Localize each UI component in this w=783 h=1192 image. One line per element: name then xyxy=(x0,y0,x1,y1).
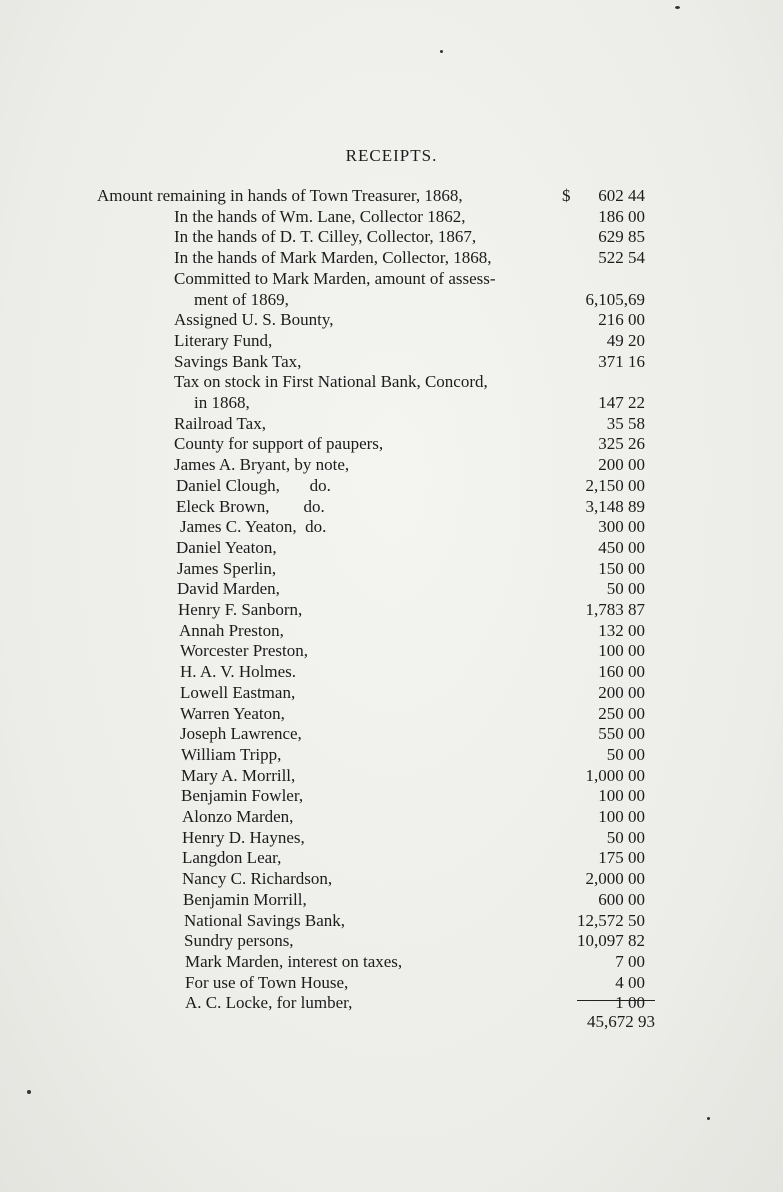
receipt-label: Lowell Eastman, xyxy=(180,683,296,702)
receipt-row xyxy=(180,682,645,704)
receipt-label: Warren Yeaton, xyxy=(180,704,285,723)
receipt-amount: 100 00 xyxy=(598,641,645,660)
receipt-row xyxy=(174,413,645,435)
receipt-amount: 3,148 89 xyxy=(585,497,645,516)
receipt-label: National Savings Bank, xyxy=(184,911,346,930)
receipt-row xyxy=(174,247,645,269)
receipt-label: A. C. Locke, for lumber, xyxy=(185,993,353,1012)
receipt-amount: 50 00 xyxy=(606,579,645,598)
receipt-row xyxy=(174,268,645,290)
receipt-amount: 450 00 xyxy=(598,538,645,557)
receipt-amount: 200 00 xyxy=(598,683,645,702)
receipt-row xyxy=(185,972,645,994)
receipt-row xyxy=(176,496,645,518)
ink-speck xyxy=(675,6,680,9)
dollar-sign: $ xyxy=(562,186,571,205)
receipt-row xyxy=(174,309,645,331)
receipt-row xyxy=(179,620,645,642)
receipt-row xyxy=(180,703,645,725)
receipt-amount: 1,783 87 xyxy=(585,600,645,619)
receipt-row xyxy=(182,827,645,849)
receipt-label: James C. Yeaton, do. xyxy=(180,517,327,536)
receipt-amount: 371 16 xyxy=(598,352,645,371)
receipt-label: Benjamin Morrill, xyxy=(183,890,307,909)
receipt-amount: 6,105,69 xyxy=(585,290,645,309)
receipt-amount: 12,572 50 xyxy=(577,911,645,930)
receipt-row xyxy=(180,516,645,538)
receipt-amount: 200 00 xyxy=(598,455,645,474)
receipt-label: Daniel Clough, do. xyxy=(176,476,331,495)
receipt-label: Langdon Lear, xyxy=(182,848,282,867)
ink-speck xyxy=(27,1090,31,1094)
receipt-label: Joseph Lawrence, xyxy=(180,724,302,743)
receipt-label: Henry D. Haynes, xyxy=(182,828,305,847)
receipt-row xyxy=(177,578,645,600)
receipt-amount: 50 00 xyxy=(606,828,645,847)
receipt-row xyxy=(194,392,645,414)
receipt-label: Annah Preston, xyxy=(179,621,284,640)
receipt-label: Tax on stock in First National Bank, Concord, xyxy=(174,372,488,391)
receipt-label: James A. Bryant, by note, xyxy=(174,455,350,474)
receipt-amount: 7 00 xyxy=(615,952,645,971)
receipt-row xyxy=(181,744,645,766)
receipt-label: Benjamin Fowler, xyxy=(181,786,304,805)
receipt-label: Committed to Mark Marden, amount of assess- xyxy=(174,269,496,288)
receipt-row xyxy=(177,558,645,580)
receipt-label: H. A. V. Holmes. xyxy=(180,662,297,681)
receipt-label: For use of Town House, xyxy=(185,973,349,992)
receipt-amount: 35 58 xyxy=(606,414,645,433)
receipt-label: Railroad Tax, xyxy=(174,414,266,433)
receipt-row xyxy=(185,951,645,973)
receipt-amount: 50 00 xyxy=(606,745,645,764)
receipt-label: Nancy C. Richardson, xyxy=(182,869,333,888)
receipt-label: Daniel Yeaton, xyxy=(176,538,277,557)
receipt-amount: 550 00 xyxy=(598,724,645,743)
receipt-row xyxy=(180,640,645,662)
receipt-amount: 132 00 xyxy=(598,621,645,640)
receipt-amount: 147 22 xyxy=(598,393,645,412)
receipt-row xyxy=(181,785,645,807)
receipt-row xyxy=(174,433,645,455)
receipt-label: in 1868, xyxy=(194,393,250,412)
receipt-row xyxy=(174,226,645,248)
receipt-amount: 4 00 xyxy=(615,973,645,992)
receipt-label: In the hands of Wm. Lane, Collector 1862, xyxy=(174,207,466,226)
receipt-label: Worcester Preston, xyxy=(180,641,308,660)
receipt-row xyxy=(184,910,645,932)
receipt-row xyxy=(176,537,645,559)
receipt-amount: 250 00 xyxy=(598,704,645,723)
receipt-amount: 216 00 xyxy=(598,310,645,329)
receipt-label: Mary A. Morrill, xyxy=(181,766,296,785)
receipt-row xyxy=(181,765,645,787)
receipt-amount: 325 26 xyxy=(598,434,645,453)
receipt-label: County for support of paupers, xyxy=(174,434,384,453)
receipt-row xyxy=(182,868,645,890)
receipt-row xyxy=(174,351,645,373)
receipt-row xyxy=(174,371,645,393)
receipt-label: William Tripp, xyxy=(181,745,282,764)
ink-speck xyxy=(707,1117,710,1120)
receipt-row xyxy=(178,599,645,621)
receipt-amount: 10,097 82 xyxy=(577,931,645,950)
receipt-label: Savings Bank Tax, xyxy=(174,352,302,371)
page-title: RECEIPTS. xyxy=(345,146,438,165)
receipt-amount: 150 00 xyxy=(598,559,645,578)
receipt-amount: 49 20 xyxy=(606,331,645,350)
receipt-amount: 186 00 xyxy=(598,207,645,226)
receipt-label: Alonzo Marden, xyxy=(182,807,294,826)
receipt-amount: 629 85 xyxy=(598,227,645,246)
receipt-amount: 2,000 00 xyxy=(585,869,645,888)
sum-rule xyxy=(577,1000,655,1001)
receipt-amount: 522 54 xyxy=(598,248,645,267)
receipt-label: In the hands of Mark Marden, Collector, 1868, xyxy=(174,248,492,267)
receipt-label: Mark Marden, interest on taxes, xyxy=(185,952,403,971)
receipt-label: Eleck Brown, do. xyxy=(176,497,325,516)
receipt-label: In the hands of D. T. Cilley, Collector, 1867, xyxy=(174,227,477,246)
receipt-amount: 600 00 xyxy=(598,890,645,909)
receipt-amount: 100 00 xyxy=(598,786,645,805)
receipt-row xyxy=(182,806,645,828)
total-amount: 45,672 93 xyxy=(587,1012,655,1031)
receipt-label: James Sperlin, xyxy=(177,559,277,578)
receipt-row xyxy=(194,289,645,311)
receipt-amount: 175 00 xyxy=(598,848,645,867)
receipt-amount: 2,150 00 xyxy=(585,476,645,495)
receipt-amount: 100 00 xyxy=(598,807,645,826)
receipt-row xyxy=(174,330,645,352)
receipt-label: Literary Fund, xyxy=(174,331,273,350)
receipt-amount: 602 44 xyxy=(598,186,645,205)
receipt-row xyxy=(174,206,645,228)
receipt-row xyxy=(180,661,645,683)
receipt-amount: 300 00 xyxy=(598,517,645,536)
receipt-label: Henry F. Sanborn, xyxy=(178,600,303,619)
receipt-row xyxy=(174,454,645,476)
receipt-row xyxy=(184,930,645,952)
receipt-row xyxy=(180,723,645,745)
receipt-label: ment of 1869, xyxy=(194,290,289,309)
receipt-row xyxy=(176,475,645,497)
receipt-row xyxy=(183,889,645,911)
receipt-label: Assigned U. S. Bounty, xyxy=(174,310,334,329)
receipt-amount: 1 00 xyxy=(615,993,645,1012)
receipt-label: David Marden, xyxy=(177,579,280,598)
receipt-row xyxy=(185,992,645,1014)
ink-speck xyxy=(440,50,443,53)
receipt-row xyxy=(97,185,645,207)
receipt-amount: 160 00 xyxy=(598,662,645,681)
receipt-label: Sundry persons, xyxy=(184,931,294,950)
receipt-label: Amount remaining in hands of Town Treasurer, 1868, xyxy=(97,186,463,205)
receipt-amount: 1,000 00 xyxy=(585,766,645,785)
receipt-row xyxy=(182,847,645,869)
